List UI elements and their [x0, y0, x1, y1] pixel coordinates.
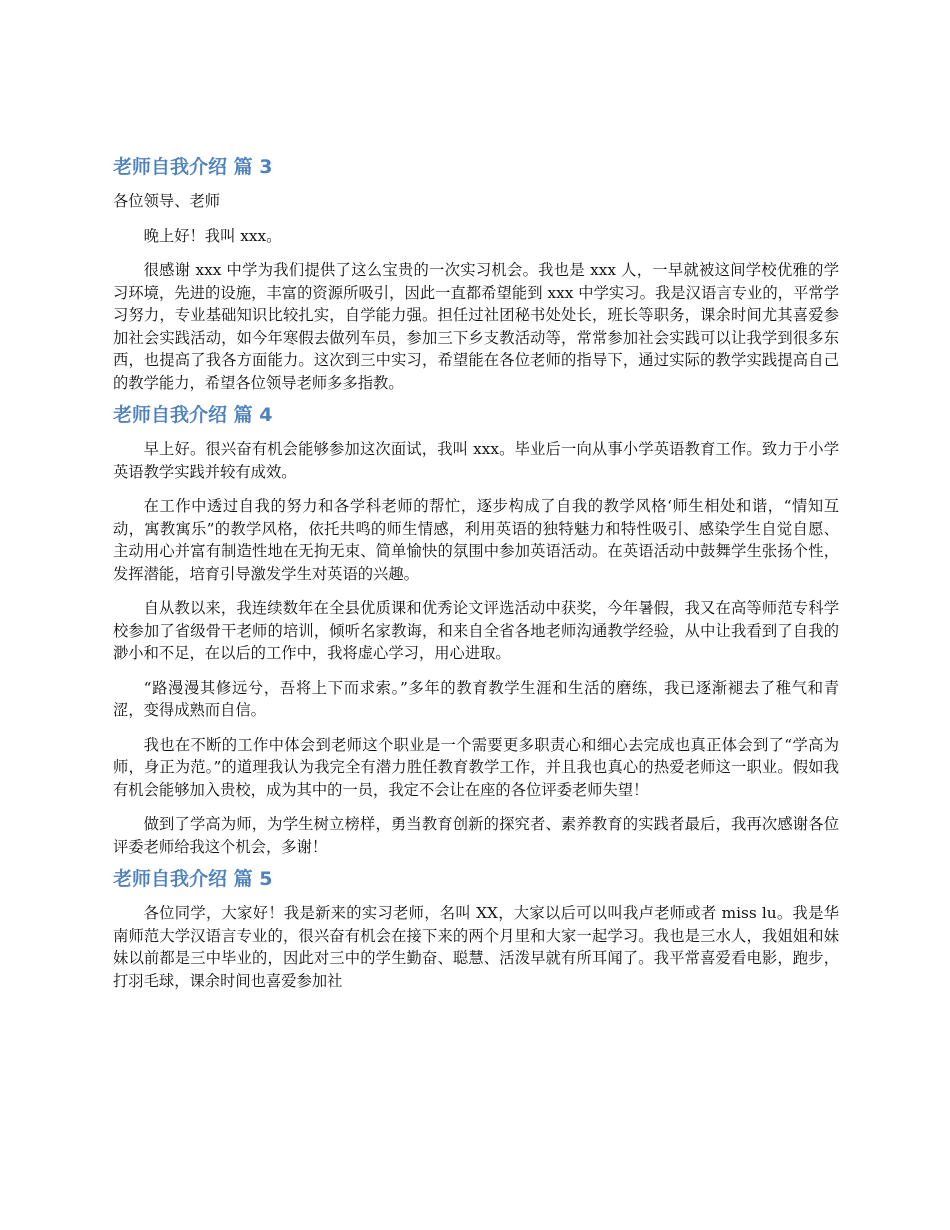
- section-3-salutation: 各位领导、老师: [113, 192, 221, 210]
- section-4-paragraph-5: 我也在不断的工作中体会到老师这个职业是一个需要更多职责心和细心去完成也真正体会到了“学高为师，身正为范。”的道理我认为我完全有潜力胜任教育教学工作，并且我也真心的热爱老师这一职业。假如我有机会能够加入贵校，成为其中的一员，我定不会让在座的各位评委老师失望！: [113, 735, 839, 799]
- section-4-paragraph-1: 早上好。很兴奋有机会能够参加这次面试，我叫 xxx。毕业后一向从事小学英语教育工作。致力于小学英语教学实践并较有成效。: [113, 440, 839, 481]
- section-4-paragraph-2: 在工作中透过自我的努力和各学科老师的帮忙，逐步构成了自我的教学风格‘师生相处和谐，“情知互动，寓教寓乐”的教学风格，依托共鸣的师生情感，利用英语的独特魅力和特性吸引、感染学生自觉自愿、主动用心并富有制造性地在无拘无束、简单愉快的氛围中参加英语活动。在英语活动中鼓舞学生张扬个性，发挥潜能，培育引导激发学生对英语的兴趣。: [113, 497, 839, 583]
- section-4-paragraph-3: 自从教以来，我连续数年在全县优质课和优秀论文评选活动中获奖，今年暑假，我又在高等师范专科学校参加了省级骨干老师的培训，倾听名家教诲，和来自全省各地老师沟通教学经验，从中让我看到了自我的渺小和不足，在以后的工作中，我将虚心学习，用心进取。: [113, 599, 839, 662]
- section-5-paragraph-1: 各位同学，大家好！我是新来的实习老师，名叫 XX，大家以后可以叫我卢老师或者 miss lu。我是华南师范大学汉语言专业的，很兴奋有机会在接下来的两个月里和大家一起学习。我也是三水人，我姐姐和妹妹以前都是三中毕业的，因此对三中的学生勤奋、聪慧、活泼早就有所耳闻了。我平常喜爱看电影，跑步，打羽毛球，课余时间也喜爱参加社: [113, 904, 839, 990]
- section-5-heading: 老师自我介绍 篇 5: [113, 868, 273, 890]
- document-body: [113, 152, 839, 1004]
- section-3-greeting: 晚上好！我叫 xxx。: [143, 226, 282, 245]
- section-3-paragraph: 很感谢 xxx 中学为我们提供了这么宝贵的一次实习机会。我也是 xxx 人，一早就被这间学校优雅的学习环境，先进的设施，丰富的资源所吸引，因此一直都希望能到 xxx 中学实习。我是汉语言专业的，平常学习努力，专业基础知识比较扎实，自学能力强。担任过社团秘书处处长，班长等职务，课余时间尤其喜爱参加社会实践活动，如今年寒假去做列车员，参加三下乡支教活动等，常常参加社会实践可以让我学到很多东西，也提高了我各方面能力。这次到三中实习，希望能在各位老师的指导下，通过实际的教学实践提高自己的教学能力，希望各位领导老师多多指教。: [113, 261, 839, 392]
- section-4-paragraph-6: 做到了学高为师，为学生树立榜样，勇当教育创新的探究者、素养教育的实践者最后，我再次感谢各位评委老师给我这个机会，多谢！: [113, 815, 839, 856]
- section-3-heading: 老师自我介绍 篇 3: [113, 156, 273, 178]
- section-4-heading: 老师自我介绍 篇 4: [113, 404, 273, 426]
- section-4-paragraph-4: “路漫漫其修远兮，吾将上下而求索。”多年的教育教学生涯和生活的磨练，我已逐渐褪去了稚气和青涩，变得成熟而自信。: [113, 678, 839, 719]
